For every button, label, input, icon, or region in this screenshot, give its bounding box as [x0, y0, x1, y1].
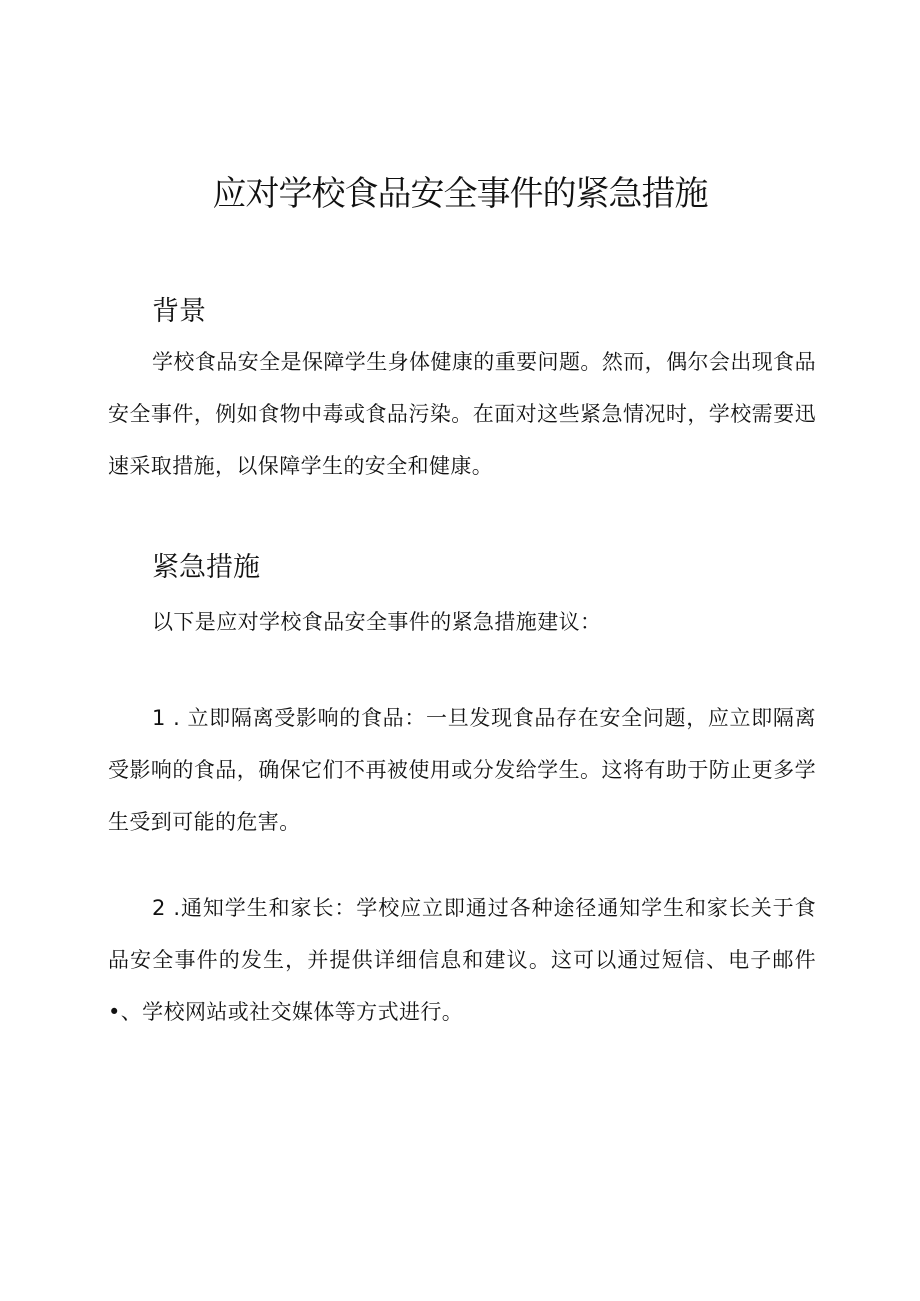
paragraph-measures-intro: 以下是应对学校食品安全事件的紧急措施建议： — [152, 610, 602, 634]
list-item-isolate-food: 1 . 立即隔离受影响的食品：一旦发现食品存在安全问题，应立即隔离受影响的食品，确保它们不再被使用或分发给学生。这将有助于防止更多学生受到可能的危害。 — [108, 706, 816, 834]
document-title: 应对学校食品安全事件的紧急措施 — [212, 174, 708, 214]
section-heading-emergency-measures: 紧急措施 — [152, 552, 260, 583]
paragraph-background: 学校食品安全是保障学生身体健康的重要问题。然而，偶尔会出现食品安全事件，例如食物中毒或食品污染。在面对这些紧急情况时，学校需要迅速采取措施，以保障学生的安全和健康。 — [108, 350, 816, 478]
section-heading-background: 背景 — [152, 296, 206, 327]
list-item-notify-parents: 2 .通知学生和家长：学校应立即通过各种途径通知学生和家长关于食品安全事件的发生，并提供详细信息和建议。这可以通过短信、电子邮件•、学校网站或社交媒体等方式进行。 — [108, 896, 816, 1024]
